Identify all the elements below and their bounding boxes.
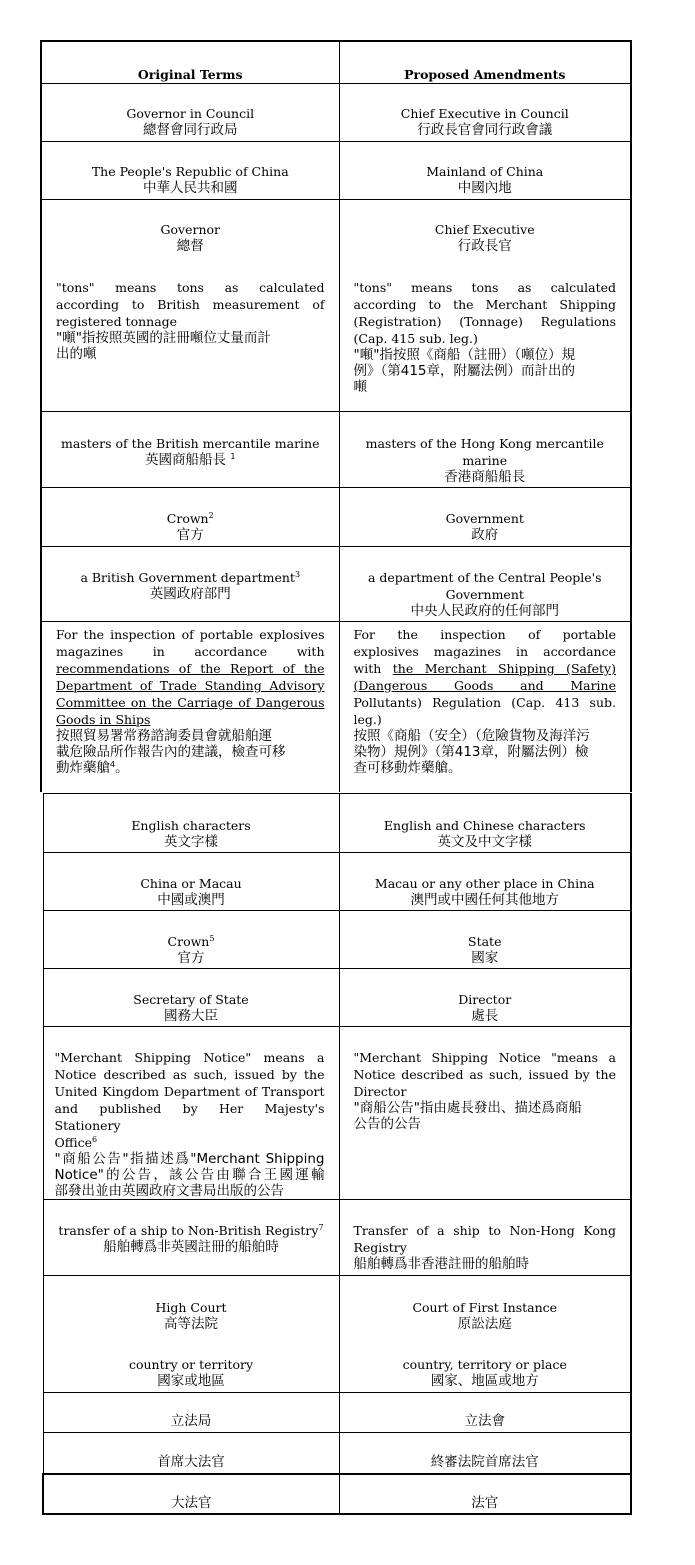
- proposed-term-en: Government: [445, 587, 524, 602]
- proposed-term-en-line: (Cap. 415 sub. leg.): [353, 330, 478, 346]
- proposed-term-zh: 香港商船船長: [444, 469, 526, 485]
- proposed-term-en-line: explosives magazines in accordance: [353, 644, 616, 659]
- proposed-term-cell: [339, 911, 631, 969]
- proposed-term-en: country, territory or place: [402, 1356, 567, 1372]
- original-term-cell: [41, 142, 339, 200]
- original-term-cell: [41, 547, 339, 622]
- proposed-term-en-line: Notice described as such, issued by the: [353, 1067, 616, 1082]
- footnote-marker: 4: [110, 760, 116, 769]
- proposed-term-en: State: [468, 934, 502, 949]
- proposed-term-en: a department of the Central People's: [367, 570, 602, 585]
- table-row: [43, 1276, 631, 1334]
- original-term-zh-line: 出的噸: [56, 345, 97, 362]
- original-term-zh: 中華人民共和國: [143, 180, 238, 196]
- proposed-term-en: Macau or any other place in China: [374, 876, 595, 891]
- proposed-term-zh-line: 按照《商船（安全）（危險貨物及海洋污: [353, 728, 590, 744]
- original-term-zh: 官方: [176, 527, 204, 543]
- proposed-term-cell: [339, 1200, 631, 1276]
- proposed-term-cell: [339, 853, 631, 911]
- original-term-cell: [41, 200, 339, 258]
- original-term-en: Governor in Council: [126, 106, 255, 121]
- original-term-cell: [43, 1276, 339, 1334]
- proposed-term-zh-line: 染物）規例》（第413章，附屬法例）檢: [353, 744, 589, 760]
- proposed-term-en-line: "Merchant Shipping Notice "means a: [353, 1050, 616, 1065]
- proposed-term-cell: [339, 142, 631, 200]
- proposed-term-cell: [339, 412, 631, 488]
- header-original-terms: Original Terms: [41, 41, 339, 84]
- original-term-zh: 船舶轉爲非英國註冊的船舶時: [103, 1239, 279, 1255]
- proposed-term-zh-line: 例》（第415章，附屬法例）而計出的: [353, 362, 576, 379]
- original-term-en-line: Office: [54, 1135, 93, 1150]
- table-row: [43, 794, 631, 853]
- proposed-term-en-line: according to the Merchant Shipping: [353, 296, 616, 312]
- proposed-term-en: masters of the Hong Kong mercantile: [365, 436, 604, 451]
- original-term-cell: [43, 1334, 339, 1393]
- footnote-marker: 7: [318, 1223, 324, 1232]
- original-term-cell: [43, 1027, 339, 1200]
- original-term-cell: [41, 412, 339, 488]
- proposed-term-cell: [339, 1334, 631, 1393]
- proposed-term-zh: 澳門或中國任何其他地方: [410, 892, 559, 908]
- table-row: [41, 488, 631, 547]
- original-term-cell: [43, 1474, 339, 1514]
- proposed-term-cell: [339, 1276, 631, 1334]
- original-term-cell: [43, 911, 339, 969]
- original-term-zh: 高等法院: [164, 1316, 218, 1332]
- original-term-zh-line: 載危險品所作報告內的建議，檢查可移: [56, 744, 286, 760]
- header-row: [41, 41, 631, 84]
- proposed-term-cell: [339, 1474, 631, 1514]
- table-row: [43, 969, 631, 1027]
- footnote-marker: 1: [230, 452, 236, 461]
- original-term-en-line: according to British measurement of: [56, 296, 325, 312]
- proposed-term-zh: 中央人民政府的任何部門: [410, 603, 559, 619]
- proposed-term-zh: 處長: [471, 1008, 499, 1024]
- proposed-term-zh: 國家: [471, 950, 499, 966]
- original-term-zh: 國務大臣: [164, 1008, 218, 1024]
- original-term-en: High Court: [155, 1300, 227, 1315]
- proposed-term-zh: 英文及中文字樣: [437, 834, 532, 850]
- original-term-en-line: Goods in Ships: [56, 712, 151, 727]
- footnote-marker: 2: [208, 511, 214, 520]
- proposed-term-zh: 法官: [471, 1494, 499, 1511]
- original-term-en: China or Macau: [140, 876, 242, 891]
- original-term-en: a British Government department: [80, 570, 295, 585]
- proposed-term-cell: [339, 258, 631, 412]
- table-row: [41, 200, 631, 258]
- proposed-term-zh: 行政長官: [457, 238, 512, 254]
- original-term-en: Governor: [160, 222, 220, 237]
- original-term-en: Secretary of State: [133, 992, 249, 1007]
- original-term-zh: 英文字樣: [164, 834, 218, 850]
- table-row: [41, 622, 631, 792]
- proposed-term-en-line: (Dangerous Goods and Marine: [353, 678, 616, 693]
- proposed-term-zh: 中國內地: [457, 180, 512, 196]
- original-term-zh: 國家或地區: [157, 1372, 225, 1389]
- proposed-term-en: marine: [462, 453, 508, 468]
- original-term-en-line: "tons" means tons as calculated: [56, 279, 325, 295]
- original-term-en: English characters: [131, 818, 251, 833]
- proposed-term-zh: 國家、地區或地方: [430, 1372, 539, 1389]
- proposed-term-en-line: For the inspection of portable: [353, 627, 616, 642]
- original-term-en: country or territory: [128, 1356, 254, 1372]
- original-term-zh: 立法局: [170, 1413, 212, 1429]
- original-term-en-line: and published by Her Majesty's Stationery: [54, 1101, 325, 1133]
- original-term-zh-line: 按照貿易署常務諮詢委員會就船舶運: [56, 728, 272, 744]
- header-proposed-amendments: Proposed Amendments: [339, 41, 631, 84]
- proposed-term-cell: [339, 488, 631, 547]
- proposed-term-en-line: leg.): [353, 712, 382, 727]
- original-term-cell: [43, 853, 339, 911]
- original-term-en-line: Committee on the Carriage of Dangerous: [56, 695, 325, 710]
- original-term-zh-line: 。: [115, 760, 129, 776]
- original-term-en: masters of the British mercantile marine: [60, 436, 320, 451]
- original-term-en: Crown: [166, 511, 209, 526]
- proposed-term-en: Chief Executive in Council: [400, 106, 569, 121]
- original-term-cell: [41, 258, 339, 412]
- proposed-term-cell: [339, 1027, 631, 1200]
- proposed-term-zh-line: 查可移動炸藥艙。: [353, 760, 462, 776]
- original-term-en-line: registered tonnage: [56, 313, 178, 329]
- proposed-term-en: Director: [458, 992, 512, 1007]
- table-row: [43, 911, 631, 969]
- proposed-term-cell: [339, 622, 631, 792]
- proposed-term-cell: [339, 200, 631, 258]
- proposed-term-en: Government: [445, 511, 524, 526]
- original-term-cell: [43, 794, 339, 853]
- table-row: [43, 1393, 631, 1433]
- proposed-term-zh: 船舶轉爲非香港註冊的船舶時: [353, 1256, 529, 1272]
- table-row: [43, 1200, 631, 1276]
- proposed-term-cell: [339, 794, 631, 853]
- proposed-term-zh: 行政長官會同行政會議: [417, 122, 553, 138]
- original-term-en-line: United Kingdom Department of Transport: [54, 1084, 325, 1099]
- table-row: [41, 84, 631, 142]
- original-term-zh: 總督會同行政局: [143, 122, 238, 138]
- table-row: [41, 412, 631, 488]
- proposed-term-zh-line: "噸"指按照《商船（註冊）（噸位）規: [353, 346, 576, 363]
- proposed-term-cell: [339, 969, 631, 1027]
- proposed-term-en: Transfer of a ship to Non-Hong Kong: [353, 1223, 616, 1238]
- original-term-cell: [43, 1393, 339, 1433]
- terms-table-part-1: [40, 40, 632, 792]
- proposed-term-en: Court of First Instance: [412, 1300, 558, 1315]
- table-row: [43, 1433, 631, 1474]
- original-term-zh: 官方: [177, 950, 205, 966]
- table-row: [43, 853, 631, 911]
- original-term-en-line: "Merchant Shipping Notice" means a: [54, 1050, 325, 1065]
- original-term-zh-line: Notice"的公告，該公告由聯合王國運輸: [54, 1167, 325, 1183]
- proposed-term-en: English and Chinese characters: [383, 818, 586, 833]
- proposed-term-en-line: with: [353, 661, 393, 676]
- original-term-en-line: Department of Trade Standing Advisory: [56, 678, 325, 693]
- original-term-zh: 英國商船船長: [145, 452, 227, 468]
- table-row: [41, 547, 631, 622]
- original-term-cell: [41, 84, 339, 142]
- original-term-zh: 首席大法官: [157, 1454, 225, 1470]
- original-term-en: transfer of a ship to Non-British Registry: [58, 1223, 319, 1238]
- proposed-term-en-line: Pollutants) Regulation (Cap. 413 sub.: [353, 695, 616, 710]
- proposed-term-en: Mainland of China: [426, 164, 544, 179]
- terms-table-part-2: [42, 793, 632, 1515]
- proposed-term-cell: [339, 547, 631, 622]
- original-term-zh-line: 部發出並由英國政府文書局出版的公告: [54, 1183, 284, 1199]
- proposed-term-en: Registry: [353, 1240, 407, 1255]
- proposed-term-zh: 原訟法庭: [457, 1316, 512, 1332]
- proposed-term-zh: 終審法院首席法官: [430, 1454, 539, 1470]
- original-term-en-line: For the inspection of portable explosives: [56, 627, 325, 642]
- original-term-en: Crown: [167, 934, 210, 949]
- original-term-zh-line: 動炸藥艙: [56, 760, 110, 776]
- original-term-en: The People's Republic of China: [91, 164, 289, 179]
- original-term-en-line: Notice described as such, issued by the: [54, 1067, 325, 1082]
- table-row: [41, 258, 631, 412]
- proposed-term-en-line: the Merchant Shipping (Safety): [392, 661, 616, 676]
- original-term-cell: [43, 1200, 339, 1276]
- proposed-term-zh-line: 公告的公告: [353, 1116, 421, 1132]
- footnote-marker: 5: [209, 934, 215, 943]
- proposed-term-zh-line: "商船公告"指由處長發出、描述爲商船: [353, 1100, 582, 1116]
- original-term-zh: 英國政府部門: [149, 586, 231, 602]
- proposed-term-en-line: Director: [353, 1084, 407, 1099]
- footnote-marker: 3: [294, 570, 301, 579]
- proposed-term-en-line: "tons" means tons as calculated: [353, 279, 616, 295]
- original-term-zh: 總督: [176, 238, 204, 254]
- table-row: [43, 1474, 631, 1514]
- original-term-cell: [41, 488, 339, 547]
- proposed-term-zh: 政府: [471, 527, 499, 543]
- original-term-cell: [43, 1433, 339, 1474]
- table-row: [41, 142, 631, 200]
- proposed-term-cell: [339, 1393, 631, 1433]
- original-term-zh-line: "噸"指按照英國的註冊噸位丈量而計: [56, 329, 271, 346]
- proposed-term-cell: [339, 84, 631, 142]
- original-term-en-line: recommendations of the Report of the: [56, 661, 325, 676]
- proposed-term-zh: 立法會: [464, 1413, 505, 1429]
- original-term-cell: [43, 969, 339, 1027]
- original-term-zh: 中國或澳門: [157, 892, 225, 908]
- proposed-term-en-line: (Registration) (Tonnage) Regulations: [353, 313, 616, 329]
- original-term-zh: 大法官: [171, 1494, 212, 1511]
- table-row: [43, 1027, 631, 1200]
- proposed-term-zh-line: 噸: [353, 378, 367, 395]
- proposed-term-cell: [339, 1433, 631, 1474]
- original-term-zh-line: "商船公告"指描述爲"Merchant Shipping: [54, 1151, 325, 1167]
- table-row: [43, 1334, 631, 1393]
- original-term-en-line: magazines in accordance with: [56, 644, 325, 659]
- proposed-term-en: Chief Executive: [434, 222, 535, 237]
- footnote-marker: 6: [92, 1135, 98, 1144]
- original-term-cell: [41, 622, 339, 792]
